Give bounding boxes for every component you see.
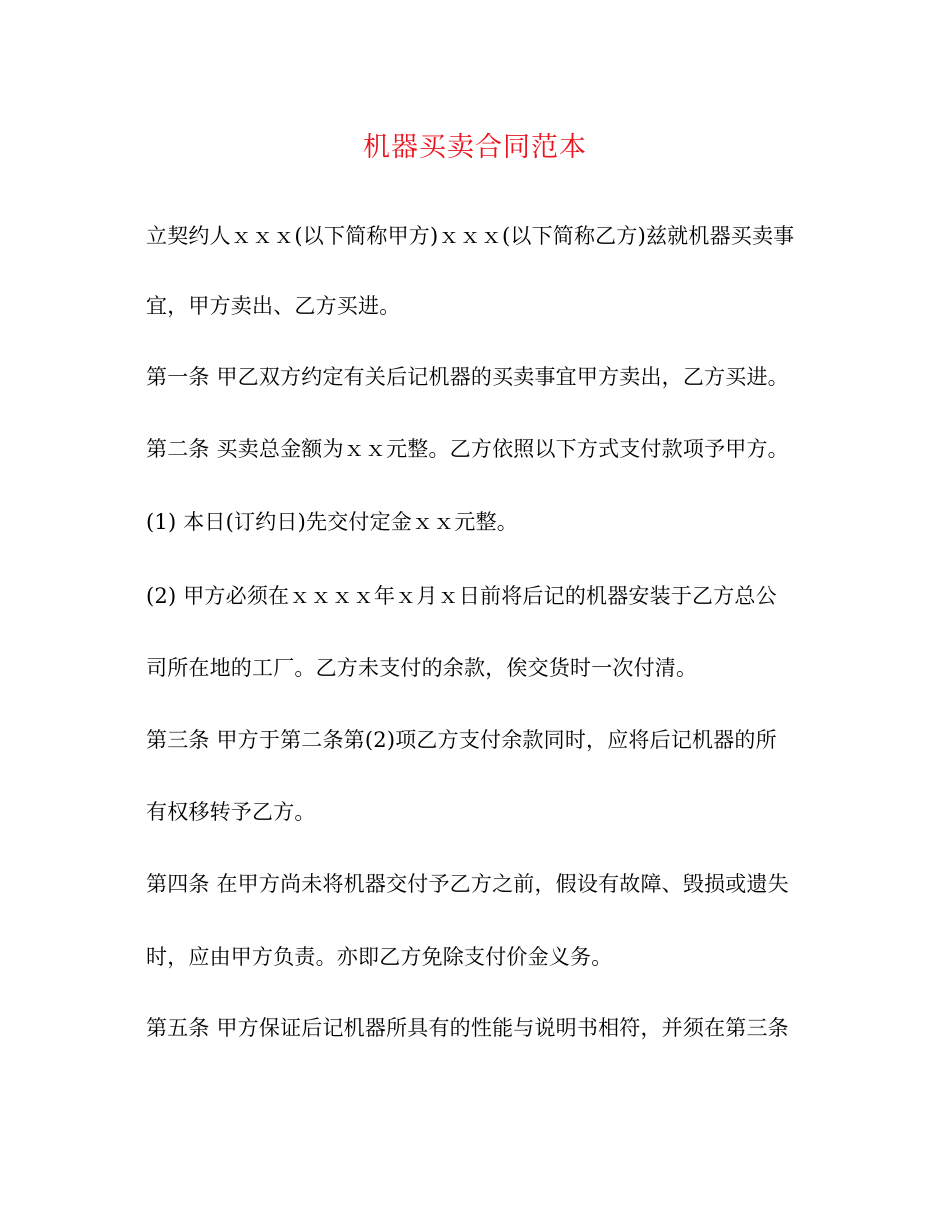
body-line: 司所在地的工厂。乙方未支付的余款，俟交货时一次付清。: [146, 656, 698, 680]
body-line: (2) 甲方必须在ｘｘｘｘ年ｘ月ｘ日前将后记的机器安装于乙方总公: [146, 584, 777, 608]
document-title: 机器买卖合同范本: [363, 132, 587, 163]
body-line: 第五条 甲方保证后记机器所具有的性能与说明书相符，并须在第三条: [146, 1016, 789, 1040]
body-line: 立契约人ｘｘｘ(以下简称甲方)ｘｘｘ(以下简称乙方)兹就机器买卖事: [146, 224, 795, 248]
body-line: 第四条 在甲方尚未将机器交付予乙方之前，假设有故障、毁损或遗失: [146, 872, 789, 896]
body-line: (1) 本日(订约日)先交付定金ｘｘ元整。: [146, 510, 519, 534]
body-line: 宜，甲方卖出、乙方买进。: [146, 294, 401, 318]
body-line: 第二条 买卖总金额为ｘｘ元整。乙方依照以下方式支付款项予甲方。: [146, 437, 789, 461]
body-line: 第三条 甲方于第二条第(2)项乙方支付余款同时，应将后记机器的所: [146, 728, 777, 752]
body-line: 时，应由甲方负责。亦即乙方免除支付价金义务。: [146, 945, 613, 969]
body-line: 有权移转予乙方。: [146, 800, 316, 824]
body-line: 第一条 甲乙双方约定有关后记机器的买卖事宜甲方卖出，乙方买进。: [146, 365, 789, 389]
